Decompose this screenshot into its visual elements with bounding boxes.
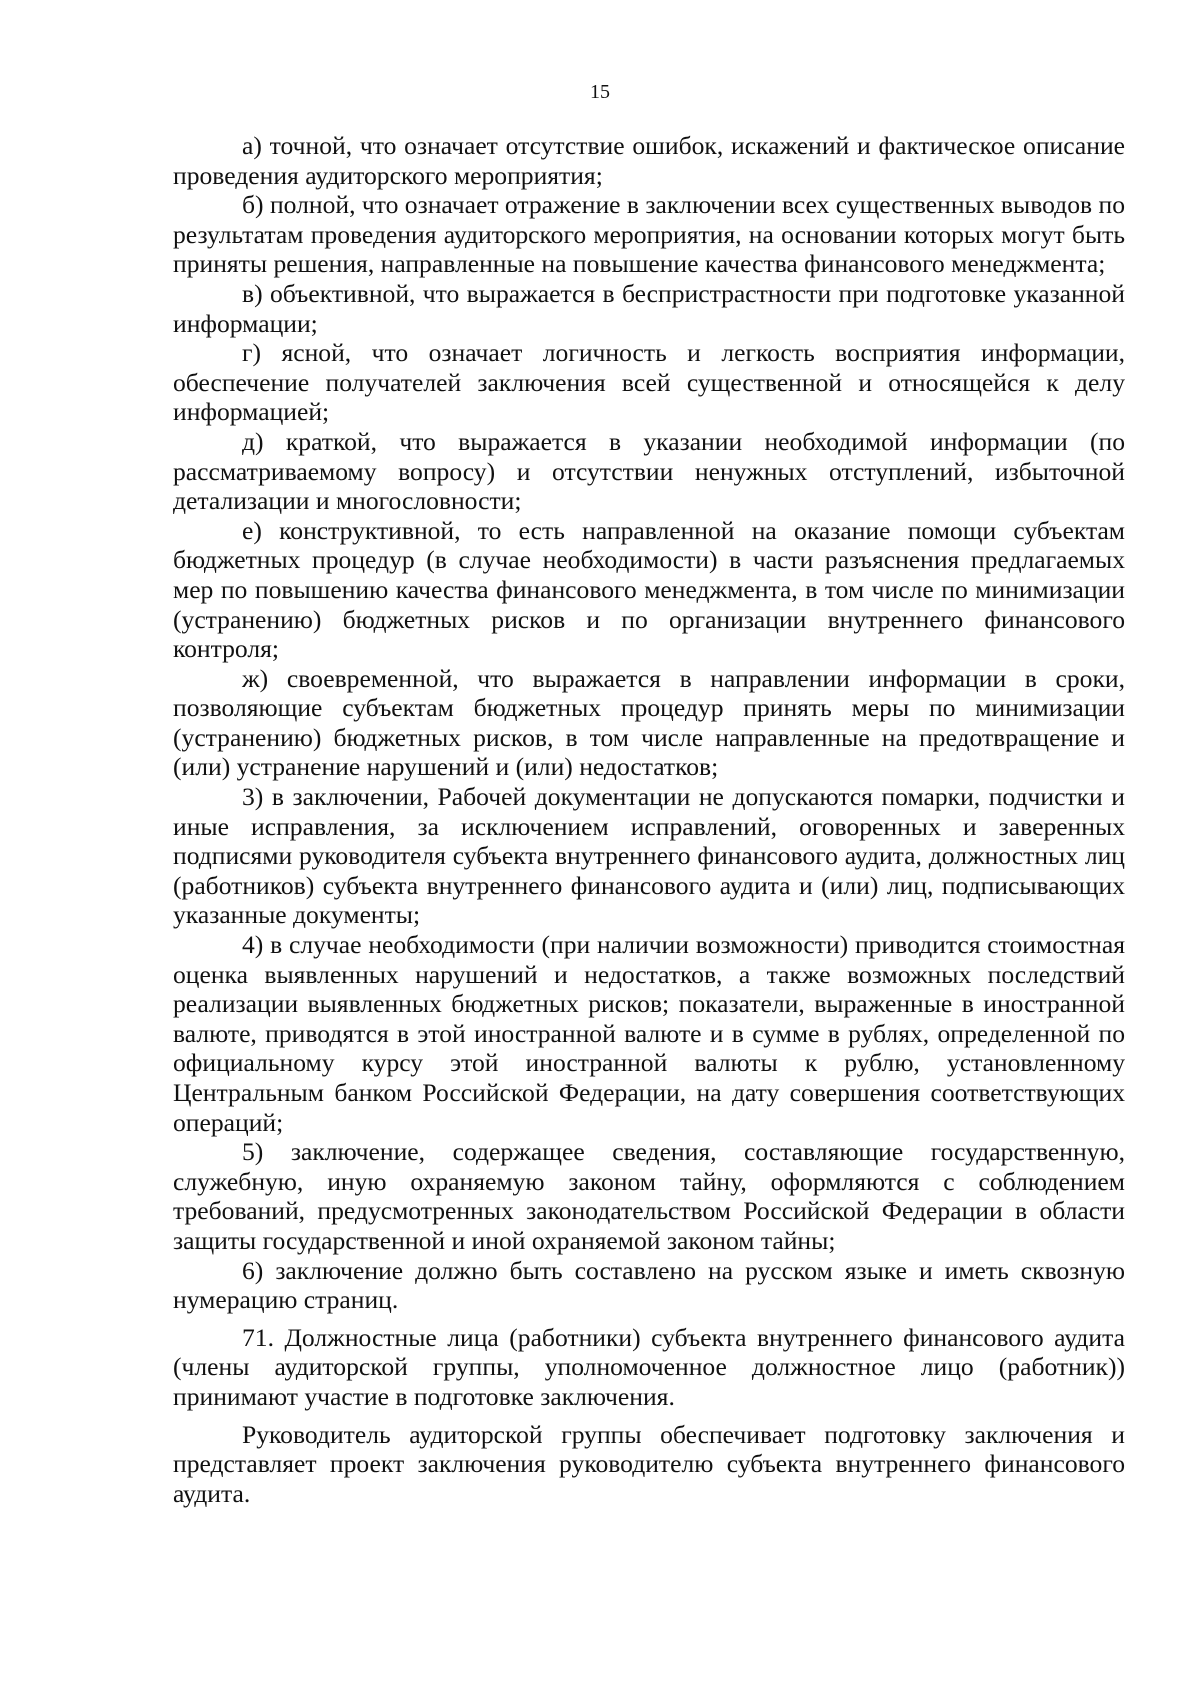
paragraph-audit-group-head: Руководитель аудиторской группы обеспечивает подготовку заключения и представляет проект заключения руководителю субъекта внутреннего финансового аудита. [173,1419,1125,1508]
paragraph-zh-timely: ж) своевременной, что выражается в направлении информации в сроки, позволяющие субъектам бюджетных процедур принять меры по минимизации (устранению) бюджетных рисков, в том числе направленные на предотвращение и (или) устранение нарушений и (или) недостатков; [173,663,1125,782]
paragraph-item-3: 3) в заключении, Рабочей документации не допускаются помарки, подчистки и иные исправления, за исключением исправлений, оговоренных и заверенных подписями руководителя субъекта внутреннего финансового аудита, должностных лиц (работников) субъекта внутреннего финансового аудита и (или) лиц, подписывающих указанные документы; [173,782,1125,930]
paragraph-section-71: 71. Должностные лица (работники) субъекта внутреннего финансового аудита (члены аудиторской группы, уполномоченное должностное лицо (работник)) принимают участие в подготовке заключения. [173,1322,1125,1411]
paragraph-a-accurate: а) точной, что означает отсутствие ошибок, искажений и фактическое описание проведения аудиторского мероприятия; [173,131,1125,190]
paragraph-item-6: 6) заключение должно быть составлено на русском языке и иметь сквозную нумерацию страниц. [173,1255,1125,1315]
paragraph-d-brief: д) краткой, что выражается в указании необходимой информации (по рассматриваемому вопросу) и отсутствии ненужных отступлений, избыточной детализации и многословности; [173,426,1125,516]
paragraph-item-5: 5) заключение, содержащее сведения, составляющие государственную, служебную, иную охраняемую законом тайну, оформляются с соблюдением требований, предусмотренных законодательством Российской Федерации в области защиты государственной и иной охраняемой законом тайны; [173,1137,1125,1255]
page-number: 15 [590,81,610,103]
paragraph-item-4: 4) в случае необходимости (при наличии возможности) приводится стоимостная оценка выявленных нарушений и недостатков, а также возможных последствий реализации выявленных бюджетных рисков; показатели, выраженные в иностранной валюте, приводятся в этой иностранной валюте и в сумме в рублях, определенной по официальному курсу этой иностранной валюты к рублю, установленному Центральным банком Российской Федерации, на дату совершения соответствующих операций; [173,930,1125,1137]
paragraph-g-clear: г) ясной, что означает логичность и легкость восприятия информации, обеспечение получателей заключения всей существенной и относящейся к делу информацией; [173,338,1125,427]
paragraph-b-complete: б) полной, что означает отражение в заключении всех существенных выводов по результатам проведения аудиторского мероприятия, на основании которых могут быть приняты решения, направленные на повышение качества финансового менеджмента; [173,190,1125,279]
paragraph-e-constructive: е) конструктивной, то есть направленной на оказание помощи субъектам бюджетных процедур (в случае необходимости) в части разъяснения предлагаемых мер по повышению качества финансового менеджмента, в том числе по минимизации (устранению) бюджетных рисков и по организации внутреннего финансового контроля; [173,515,1125,664]
document-body [173,131,1125,1508]
paragraph-v-objective: в) объективной, что выражается в беспристрастности при подготовке указанной информации; [173,278,1125,338]
